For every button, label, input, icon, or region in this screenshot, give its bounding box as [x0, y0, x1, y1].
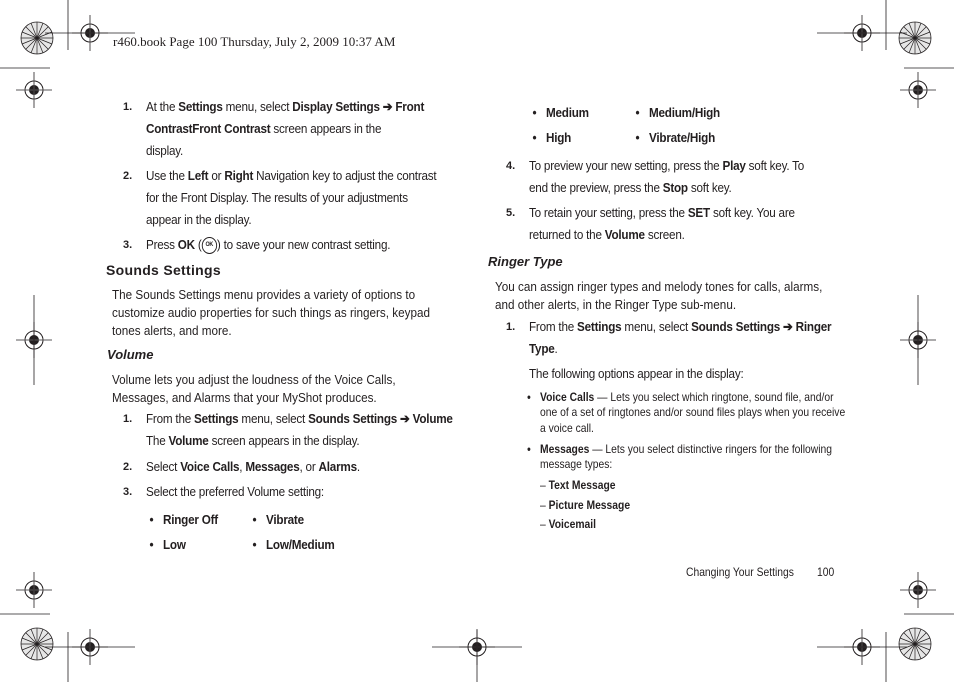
- step-text: Type.: [529, 341, 558, 356]
- option-item: • Medium: [546, 105, 589, 120]
- step-number: 5.: [506, 207, 516, 219]
- option-item: • Low: [163, 537, 186, 552]
- step-text: From the Settings menu, select Sounds Settings ➔ Volume: [146, 411, 453, 426]
- option-description: one of a set of ringtones and/or sound files plays when you receive: [540, 405, 846, 419]
- step-text: To retain your setting, press the SET soft key. You are: [529, 205, 795, 220]
- step-number: 1.: [123, 101, 133, 113]
- option-description: a voice call.: [540, 421, 594, 435]
- step-text: At the Settings menu, select Display Settings ➔ Front: [146, 99, 425, 114]
- step-text: returned to the Volume screen.: [529, 227, 685, 242]
- step-text: Select Voice Calls, Messages, or Alarms.: [146, 459, 360, 474]
- step-text: appear in the display.: [146, 212, 252, 227]
- option-item: • High: [546, 130, 571, 145]
- step-number: 2.: [123, 170, 133, 182]
- step-text: The following options appear in the display:: [529, 366, 744, 381]
- ok-key-icon: OK: [202, 237, 217, 254]
- option-item: • Medium/High: [649, 105, 720, 120]
- message-type-item: – Voicemail: [540, 517, 597, 531]
- step-number: 2.: [123, 461, 133, 473]
- option-description: • Voice Calls — Lets you select which ringtone, sound file, and/or: [540, 390, 834, 404]
- step-text: for the Front Display. The results of your adjustments: [146, 190, 408, 205]
- step-text: ContrastFront Contrast screen appears in the: [146, 121, 382, 136]
- option-item: • Vibrate/High: [649, 130, 715, 145]
- option-item: • Vibrate: [266, 512, 304, 527]
- step-number: 1.: [123, 413, 133, 425]
- step-text: The Volume screen appears in the display.: [146, 433, 360, 448]
- subsection-heading: Ringer Type: [488, 254, 563, 269]
- paragraph-line: customize audio properties for such things as ringers, keypad: [112, 305, 431, 320]
- paragraph-line: You can assign ringer types and melody tones for calls, alarms,: [495, 279, 823, 294]
- reg-mark-right-bottom: [900, 572, 936, 608]
- footer-section-title: Changing Your Settings: [686, 565, 794, 579]
- step-text: Press OK ( OK ) to save your new contrast setting.: [146, 237, 390, 254]
- message-type-item: – Text Message: [540, 478, 616, 492]
- option-item: • Low/Medium: [266, 537, 335, 552]
- step-text: From the Settings menu, select Sounds Settings ➔ Ringer: [529, 319, 832, 334]
- step-number: 4.: [506, 160, 516, 172]
- step-text: display.: [146, 143, 184, 158]
- star-mark-bl: [21, 628, 53, 660]
- paragraph-line: tones alerts, and more.: [112, 323, 232, 338]
- step-text: Select the preferred Volume setting:: [146, 484, 324, 499]
- star-mark-tl: [21, 22, 53, 54]
- step-number: 3.: [123, 239, 133, 251]
- message-type-item: – Picture Message: [540, 498, 631, 512]
- option-description: message types:: [540, 457, 613, 471]
- option-item: • Ringer Off: [163, 512, 218, 527]
- star-mark-br: [899, 628, 931, 660]
- subsection-heading: Volume: [107, 347, 154, 362]
- section-heading: Sounds Settings: [106, 262, 221, 278]
- step-number: 3.: [123, 486, 133, 498]
- step-text: end the preview, press the Stop soft key.: [529, 180, 732, 195]
- paragraph-line: Volume lets you adjust the loudness of the Voice Calls,: [112, 372, 396, 387]
- page-number: 100: [817, 565, 835, 579]
- step-number: 1.: [506, 321, 516, 333]
- reg-mark-left-top: [16, 72, 52, 108]
- option-description: • Messages — Lets you select distinctive ringers for the following: [540, 442, 832, 456]
- paragraph-line: and other alerts, in the Ringer Type sub-menu.: [495, 297, 737, 312]
- print-slug: r460.book Page 100 Thursday, July 2, 2009 10:37 AM: [113, 34, 396, 49]
- step-text: To preview your new setting, press the Play soft key. To: [529, 158, 805, 173]
- step-text: Use the Left or Right Navigation key to adjust the contrast: [146, 168, 437, 183]
- paragraph-line: Messages, and Alarms that your MyShot produces.: [112, 390, 377, 405]
- star-mark-tr: [899, 22, 931, 54]
- reg-mark-right-top: [900, 72, 936, 108]
- reg-mark-left-bottom: [16, 572, 52, 608]
- paragraph-line: The Sounds Settings menu provides a variety of options to: [112, 287, 416, 302]
